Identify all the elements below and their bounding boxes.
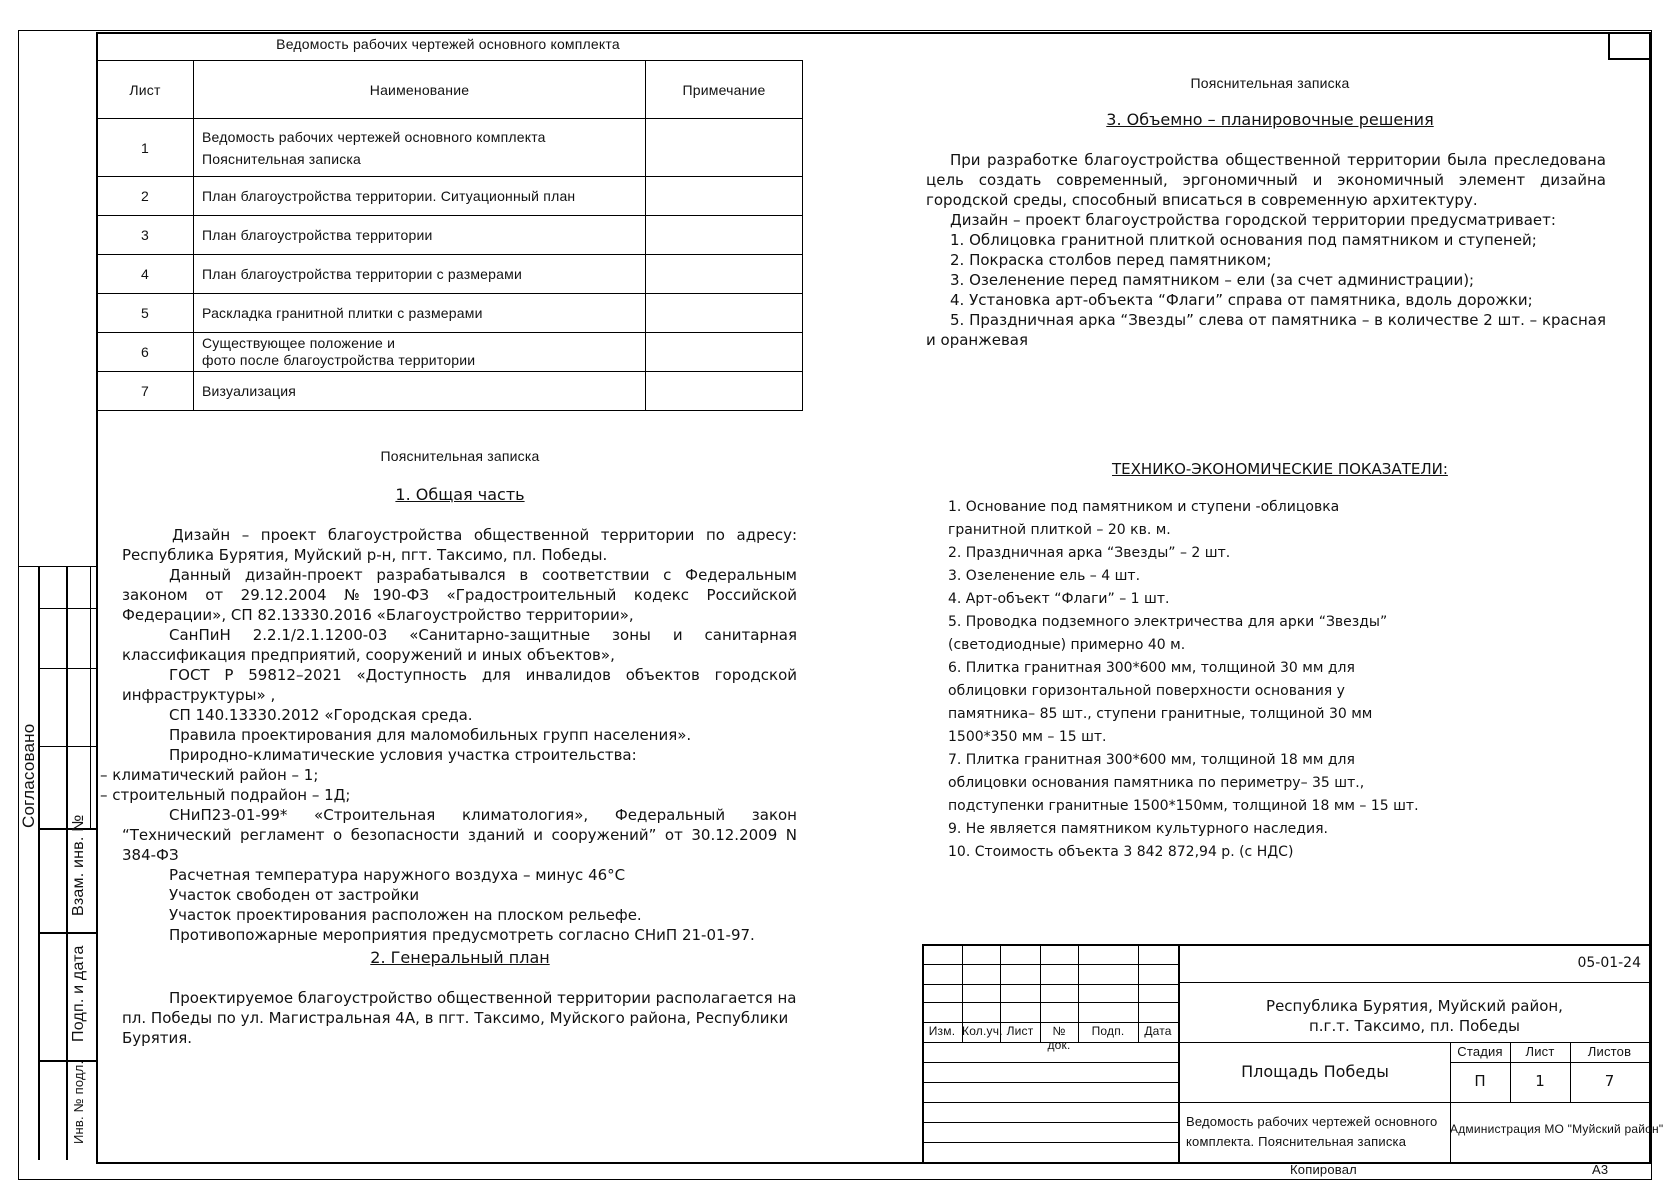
section1-body: Дизайн – проект благоустройства общественной территории по адресу: Республика Бурятия, Муйский р-н, пгт. Таксимо, пл. Победы. Данный дизайн-проект разрабатывался в соответствии с Федеральным законом от 29.12.2004 №190-ФЗ «Градостроительный кодекс Российской Федерации», СП 82.13330.2016 «Благоустройство территории», СанПиН 2.2.1/2.1.1200-03 «Санитарно-защитные зоны и санитарная классификация предприятий, сооружений и иных объектов», ГОСТ Р 59812–2021 «Доступность для инвалидов объектов городской инфраструктуры» , СП 140.13330.2012 «Городская среда. Правила проектирования для маломобильных групп населения». Природно-климатические условия участка строительства: – климатический район – 1; – строительный подрайон – 1Д; СНиП23-01-99* «Строительная климатология», Федеральный закон “Технический регламент о безопасности зданий и сооружений” от 30.12.2009 N 384-ФЗ Расчетная температура наружного воздуха – минус 46°С Участок свободен от застройки Участок проектирования расположен на плоском рельефе. Противопожарные мероприятия предусмотреть согласно СНиП 21-01-97. [100,526,797,944]
right-note-heading: Пояснительная записка [1190,75,1350,91]
table-row: 5 Раскладка гранитной плитки с размерами [97,294,803,333]
table-row: 2 План благоустройства территории. Ситуационный план [97,177,803,216]
object-name: Площадь Победы [1241,1062,1389,1081]
stage-header: Стадия [1457,1044,1503,1059]
project-address: Республика Бурятия, Муйский район, п.г.т. Таксимо, пл. Победы [1266,997,1563,1035]
title-block: Изм. Кол.уч. Лист № док. Подп. Дата 05-01-24 Республика Бурятия, Муйский район, п.г.т. Таксимо, пл. Победы Площадь Победы Стадия Лист Листов П 1 7 Ведомость рабочих чертежей основного комплекта. Пояснительная записка Администрация МО "Муйский район" [922,944,1649,1162]
stage-value: П [1474,1072,1486,1090]
sheet-list-title: Ведомость рабочих чертежей основного комплекта [276,36,620,52]
left-note-heading: Пояснительная записка [380,448,540,464]
copied-label: Копировал [1290,1162,1357,1177]
sheet-value: 1 [1535,1072,1545,1090]
col-note-header: Примечание [646,61,803,119]
podp-data-label: Подп. и дата [70,945,87,1042]
section1-title: 1. Общая часть [395,485,525,504]
project-code: 05-01-24 [1577,955,1641,971]
sheet-header: Лист [1525,1044,1555,1059]
section3-title: 3. Объемно – планировочные решения [1106,110,1434,129]
section3-body: При разработке благоустройства общественной территории была преследована цель создать современный, эргономичный и экономичный элемент дизайна городской среды, способный вписаться в современную архитектуру. Дизайн – проект благоустройства городской территории предусматривает: 1. Облицовка гранитной плиткой основания под памятником и ступеней; 2. Покраска столбов перед памятником; 3. Озеленение перед памятником – ели (за счет администрации); 4. Установка арт-объекта “Флаги” справа от памятника, вдоль дорожки; 5. Праздничная арка “Звезды” слева от памятника – в количестве 2 шт. – красная и оранжевая [926,151,1606,349]
sheets-header: Листов [1587,1044,1632,1059]
section2-body: Проектируемое благоустройство общественной территории располагается на пл. Победы по ул. Магистральная 4А, в пгт. Таксимо, Муйского района, Республики Бурятия. [122,989,797,1047]
sheets-value: 7 [1604,1072,1615,1090]
table-row: 1 Ведомость рабочих чертежей основного комплекта Пояснительная записка [97,119,803,177]
tech-list: 1. Основание под памятником и ступени -облицовка гранитной плиткой – 20 кв. м. 2. Праздничная арка “Звезды” – 2 шт. 3. Озеленение ель – 4 шт. 4. Арт-объект “Флаги” – 1 шт. 5. Проводка подземного электричества для арки “Звезды” (светодиодные) примерно 40 м. 6. Плитка гранитная 300*600 мм, толщиной 30 мм для облицовки горизонтальной поверхности основания у памятника– 85 шт., ступени гранитные, толщиной 30 мм 1500*350 мм – 15 шт. 7. Плитка гранитная 300*600 мм, толщиной 18 мм для облицовки основания памятника по периметру– 35 шт., подступенки гранитные 1500*150мм, толщиной 18 мм – 15 шт. 9. Не является памятником культурного наследия. 10. Стоимость объекта 3 842 872,94 р. (с НДС) [948,499,1419,860]
table-row: 6 Существующее положение и фото после благоустройства территории [97,333,803,372]
agreed-label: Согласовано [19,723,38,828]
table-row: 4 План благоустройства территории с размерами [97,255,803,294]
vzam-inv-label: Взам. инв. № [70,814,87,916]
table-row: 7 Визуализация [97,372,803,411]
document-title: Ведомость рабочих чертежей основного комплекта. Пояснительная записка [1186,1114,1438,1149]
table-row: 3 План благоустройства территории [97,216,803,255]
col-name-header: Наименование [194,61,646,119]
corner-box [1608,32,1649,60]
section2-title: 2. Генеральный план [370,948,550,967]
tech-title: ТЕХНИКО-ЭКОНОМИЧЕСКИЕ ПОКАЗАТЕЛИ: [1112,460,1448,478]
inv-podl-label: Инв. № подл. [71,1060,86,1144]
col-sheet-header: Лист [97,61,194,119]
organization: Администрация МО "Муйский район" [1450,1122,1664,1136]
side-stamp [18,566,96,1160]
sheet-list-table [96,60,803,411]
format-label: А3 [1592,1162,1609,1177]
